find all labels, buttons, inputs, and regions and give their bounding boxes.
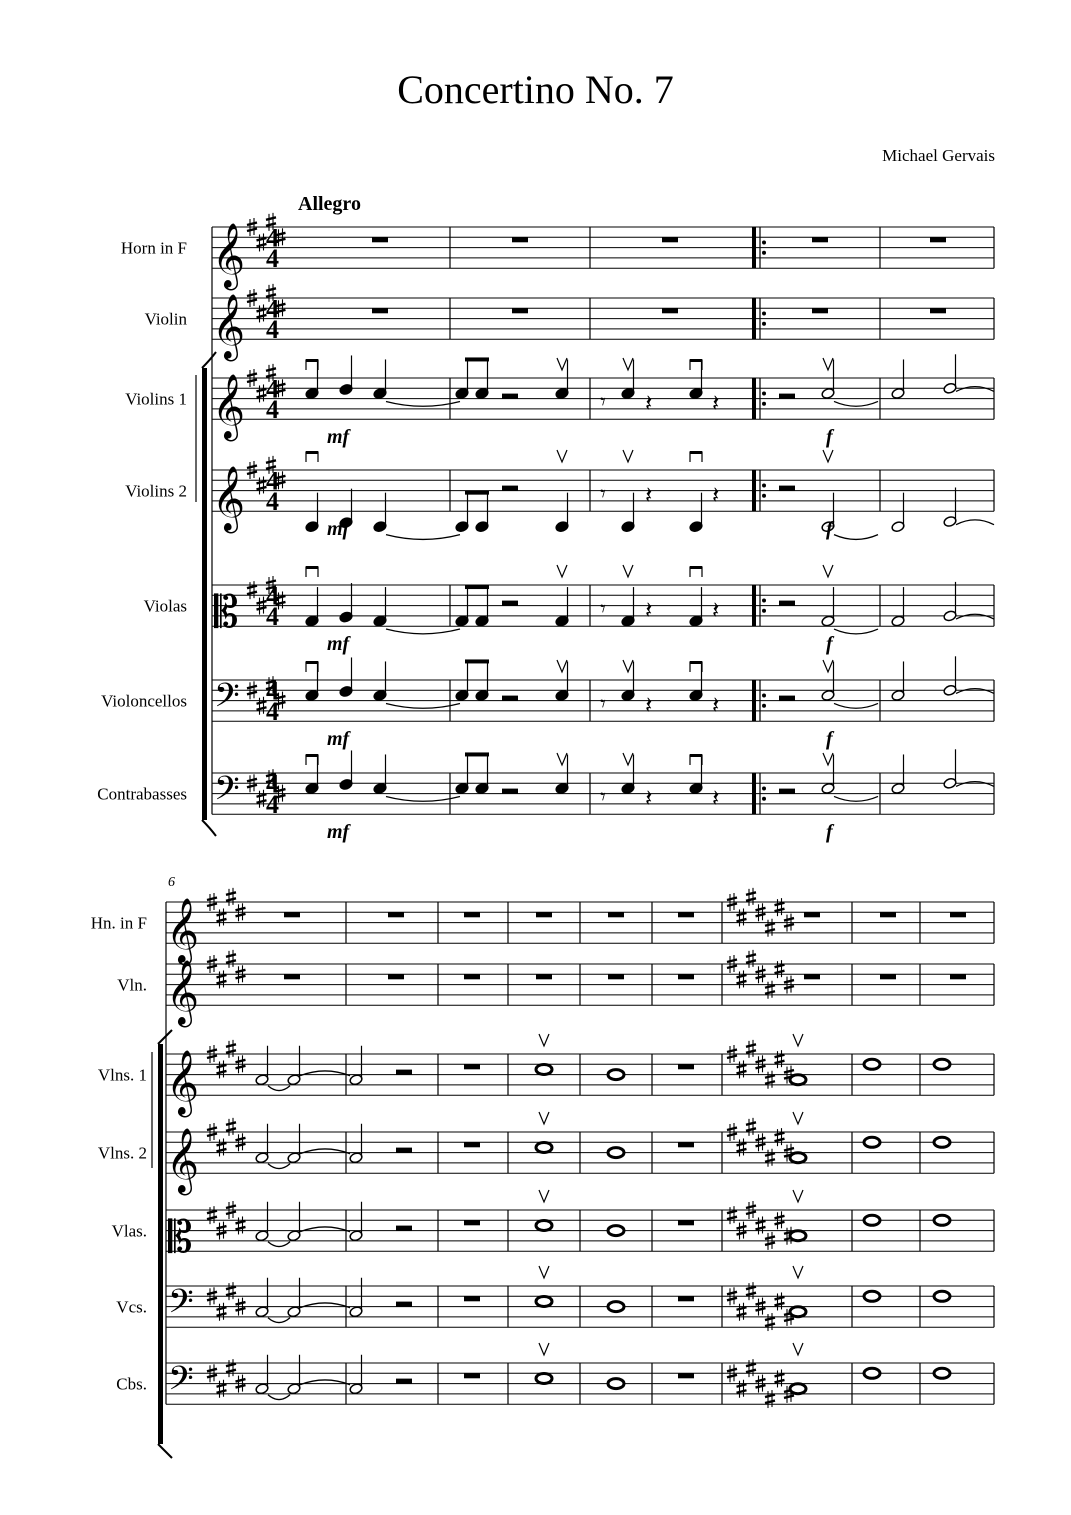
whole-rest	[678, 1220, 694, 1225]
treble-clef-icon: 𝄞	[166, 962, 200, 1025]
bass-clef-icon: 𝄢	[214, 769, 240, 815]
tie	[268, 1242, 290, 1247]
up-bow-mark	[823, 753, 833, 765]
repeat-thick-bar	[752, 298, 756, 339]
up-bow-mark	[793, 1266, 803, 1278]
bass-clef-icon: 𝄢	[168, 1282, 194, 1328]
whole-rest	[880, 912, 896, 917]
up-bow-mark	[623, 450, 633, 462]
quarter-rest-icon: 𝄽	[712, 692, 720, 719]
half-rest	[396, 1070, 412, 1075]
dynamic-mf: mf	[327, 518, 350, 541]
tie	[956, 520, 994, 525]
up-bow-mark	[623, 565, 633, 577]
tie	[834, 535, 878, 540]
sharp-sign	[775, 898, 785, 916]
repeat-thick-bar	[752, 680, 756, 721]
repeat-dot	[762, 704, 766, 708]
half-rest	[396, 1226, 412, 1231]
sharp-sign	[775, 1292, 785, 1310]
repeat-dot	[762, 609, 766, 613]
repeat-dot	[762, 598, 766, 602]
eighth-rest-icon: 𝄾	[600, 595, 606, 621]
half-rest	[779, 696, 795, 701]
up-bow-mark	[539, 1034, 549, 1046]
measure-number: 6	[168, 875, 175, 890]
instrument-label: Violas	[143, 596, 187, 616]
whole-rest	[812, 237, 828, 242]
treble-clef-icon: 𝄞	[212, 376, 246, 439]
sharp-sign	[226, 1359, 236, 1377]
time-signature-numerator: 4	[266, 466, 279, 496]
instrument-label: Vcs.	[116, 1297, 147, 1317]
whole-note	[934, 1137, 950, 1147]
whole-note	[790, 1384, 806, 1394]
time-signature-denominator: 4	[266, 487, 279, 517]
whole-rest	[284, 912, 300, 917]
dynamic-f: f	[826, 426, 833, 449]
sharp-sign	[217, 1138, 227, 1156]
up-bow-mark	[793, 1343, 803, 1355]
instrument-label: Vlns. 2	[97, 1143, 147, 1163]
bass-clef-icon: 𝄢	[168, 1359, 194, 1405]
whole-rest	[804, 974, 820, 979]
up-bow-mark	[823, 358, 833, 370]
composer-name: Michael Gervais	[882, 146, 995, 165]
whole-rest	[950, 912, 966, 917]
whole-note	[934, 1059, 950, 1069]
instrument-label: Vln.	[117, 975, 147, 995]
instrument-label: Violins 1	[125, 389, 187, 409]
whole-note	[608, 1148, 624, 1158]
beam	[465, 752, 489, 756]
sharp-sign	[226, 1118, 236, 1136]
up-bow-mark	[557, 565, 567, 577]
beam	[465, 585, 489, 589]
whole-note	[864, 1291, 880, 1301]
up-bow-mark	[793, 1034, 803, 1046]
treble-clef-icon: 𝄞	[212, 468, 246, 531]
sharp-sign	[737, 1060, 747, 1078]
whole-rest	[812, 308, 828, 313]
instrument-label: Violin	[144, 309, 187, 329]
whole-rest	[388, 912, 404, 917]
sharp-sign	[257, 233, 267, 251]
whole-note	[934, 1368, 950, 1378]
tie	[834, 796, 878, 801]
whole-rest	[678, 1296, 694, 1301]
dynamic-mf: mf	[327, 728, 350, 751]
sharp-sign	[775, 1050, 785, 1068]
sharp-sign	[207, 1206, 217, 1224]
dynamic-f: f	[826, 633, 833, 656]
time-signature-numerator: 4	[266, 374, 279, 404]
whole-rest	[372, 308, 388, 313]
half-rest	[502, 486, 518, 491]
whole-rest	[512, 308, 528, 313]
treble-clef-icon: 𝄞	[212, 296, 246, 359]
whole-rest	[930, 237, 946, 242]
up-bow-mark	[823, 660, 833, 672]
tie	[956, 689, 994, 694]
repeat-dot	[762, 494, 766, 498]
whole-rest	[464, 1220, 480, 1225]
sharp-sign	[217, 1380, 227, 1398]
whole-rest	[678, 1142, 694, 1147]
half-rest	[779, 601, 795, 606]
whole-rest	[880, 974, 896, 979]
sharp-sign	[226, 950, 236, 968]
whole-note	[790, 1231, 806, 1241]
time-signature-numerator: 4	[266, 769, 279, 799]
half-rest	[396, 1148, 412, 1153]
instrument-label: Horn in F	[120, 238, 187, 258]
quarter-rest-icon: 𝄽	[645, 390, 653, 417]
instrument-label: Violoncellos	[101, 691, 187, 711]
whole-note	[536, 1296, 552, 1306]
sharp-sign	[727, 1206, 737, 1224]
whole-note	[536, 1373, 552, 1383]
sharp-sign	[226, 888, 236, 906]
sharp-sign	[226, 1040, 236, 1058]
sharp-sign	[217, 970, 227, 988]
sharp-sign	[737, 1303, 747, 1321]
tie	[834, 703, 878, 708]
beam	[465, 491, 489, 495]
instrument-label: Vlns. 1	[97, 1065, 147, 1085]
whole-rest	[464, 1142, 480, 1147]
dynamic-f: f	[826, 518, 833, 541]
whole-rest	[464, 1064, 480, 1069]
up-bow-mark	[539, 1190, 549, 1202]
whole-rest	[950, 974, 966, 979]
sharp-sign	[257, 476, 267, 494]
repeat-dot	[762, 251, 766, 255]
tie	[386, 401, 460, 406]
instrument-label: Vlas.	[111, 1221, 147, 1241]
alto-clef-icon: 𝄡	[168, 1213, 193, 1263]
up-bow-mark	[823, 565, 833, 577]
sharp-sign	[746, 888, 756, 906]
up-bow-mark	[623, 753, 633, 765]
sharp-sign	[217, 1303, 227, 1321]
tie	[956, 387, 994, 392]
repeat-thick-bar	[752, 378, 756, 419]
sharp-sign	[746, 1282, 756, 1300]
up-bow-mark	[823, 450, 833, 462]
whole-rest	[930, 308, 946, 313]
sharp-sign	[737, 908, 747, 926]
whole-rest	[372, 237, 388, 242]
string-bracket	[202, 368, 207, 820]
time-signature-denominator: 4	[266, 790, 279, 820]
treble-clef-icon: 𝄞	[212, 225, 246, 288]
repeat-thick-bar	[752, 585, 756, 626]
whole-rest	[678, 1373, 694, 1378]
whole-rest	[464, 1373, 480, 1378]
tie	[834, 629, 878, 634]
time-signature-denominator: 4	[266, 697, 279, 727]
repeat-thick-bar	[752, 227, 756, 268]
sharp-sign	[737, 1138, 747, 1156]
dynamic-mf: mf	[327, 426, 350, 449]
quarter-rest-icon: 𝄽	[645, 785, 653, 812]
sharp-sign	[746, 1040, 756, 1058]
sharp-sign	[775, 960, 785, 978]
quarter-rest-icon: 𝄽	[712, 785, 720, 812]
sharp-sign	[226, 1282, 236, 1300]
treble-clef-icon: 𝄞	[166, 900, 200, 963]
score-title: Concertino No. 7	[397, 67, 674, 112]
whole-note	[536, 1220, 552, 1230]
tie	[956, 614, 994, 619]
quarter-rest-icon: 𝄽	[645, 597, 653, 624]
sharp-sign	[236, 1216, 246, 1234]
whole-note	[864, 1215, 880, 1225]
whole-rest	[284, 974, 300, 979]
tie	[268, 1164, 290, 1169]
half-rest	[502, 789, 518, 794]
instrument-label: Contrabasses	[97, 784, 187, 804]
time-signature-numerator: 4	[266, 294, 279, 324]
sharp-sign	[746, 1359, 756, 1377]
whole-rest	[388, 974, 404, 979]
tie	[268, 1086, 290, 1091]
repeat-thick-bar	[752, 773, 756, 814]
tie	[386, 535, 460, 540]
tie	[386, 629, 460, 634]
dynamic-f: f	[826, 728, 833, 751]
whole-rest	[512, 237, 528, 242]
sharp-sign	[257, 384, 267, 402]
whole-rest	[804, 912, 820, 917]
eighth-rest-icon: 𝄾	[600, 690, 606, 716]
quarter-rest-icon: 𝄽	[712, 390, 720, 417]
whole-note	[864, 1137, 880, 1147]
sharp-sign	[217, 908, 227, 926]
dynamic-mf: mf	[327, 821, 350, 844]
whole-rest	[678, 912, 694, 917]
beam	[465, 659, 489, 663]
treble-clef-icon: 𝄞	[166, 1052, 200, 1115]
half-rest	[502, 696, 518, 701]
whole-note	[790, 1075, 806, 1085]
whole-note	[536, 1142, 552, 1152]
whole-rest	[678, 1064, 694, 1069]
whole-note	[934, 1215, 950, 1225]
whole-rest	[662, 308, 678, 313]
up-bow-mark	[623, 358, 633, 370]
repeat-dot	[762, 402, 766, 406]
up-bow-mark	[793, 1190, 803, 1202]
half-rest	[502, 394, 518, 399]
sharp-sign	[765, 1149, 775, 1167]
repeat-dot	[762, 240, 766, 244]
sharp-sign	[765, 1390, 775, 1408]
up-bow-mark	[539, 1112, 549, 1124]
tie	[386, 796, 460, 801]
quarter-rest-icon: 𝄽	[645, 482, 653, 509]
up-bow-mark	[557, 450, 567, 462]
tie	[268, 1318, 290, 1323]
repeat-dot	[762, 797, 766, 801]
treble-clef-icon: 𝄞	[166, 1130, 200, 1193]
sharp-sign	[775, 1128, 785, 1146]
whole-rest	[608, 974, 624, 979]
sharp-sign	[765, 919, 775, 937]
whole-note	[608, 1070, 624, 1080]
whole-note	[608, 1226, 624, 1236]
tie	[268, 1395, 290, 1400]
whole-rest	[536, 974, 552, 979]
time-signature-numerator: 4	[266, 676, 279, 706]
tempo-marking: Allegro	[298, 193, 361, 215]
repeat-dot	[762, 322, 766, 326]
eighth-rest-icon: 𝄾	[600, 388, 606, 414]
tie	[834, 401, 878, 406]
up-bow-mark	[539, 1266, 549, 1278]
repeat-thick-bar	[752, 470, 756, 511]
instrument-label: Violins 2	[125, 481, 187, 501]
whole-rest	[608, 912, 624, 917]
sharp-sign	[257, 790, 267, 808]
sharp-sign	[765, 981, 775, 999]
whole-rest	[678, 974, 694, 979]
up-bow-mark	[793, 1112, 803, 1124]
sharp-sign	[257, 304, 267, 322]
dynamic-mf: mf	[327, 633, 350, 656]
whole-note	[790, 1307, 806, 1317]
quarter-rest-icon: 𝄽	[645, 692, 653, 719]
dynamic-f: f	[826, 821, 833, 844]
whole-note	[934, 1291, 950, 1301]
up-bow-mark	[557, 358, 567, 370]
whole-note	[608, 1302, 624, 1312]
eighth-rest-icon: 𝄾	[600, 783, 606, 809]
time-signature-numerator: 4	[266, 223, 279, 253]
repeat-dot	[762, 311, 766, 315]
half-rest	[502, 601, 518, 606]
time-signature-denominator: 4	[266, 602, 279, 632]
sharp-sign	[746, 950, 756, 968]
sharp-sign	[746, 1118, 756, 1136]
whole-rest	[464, 974, 480, 979]
instrument-label: Hn. in F	[90, 913, 147, 933]
sharp-sign	[756, 1216, 766, 1234]
sharp-sign	[775, 1369, 785, 1387]
eighth-rest-icon: 𝄾	[600, 480, 606, 506]
whole-note	[864, 1059, 880, 1069]
time-signature-denominator: 4	[266, 244, 279, 274]
sharp-sign	[247, 581, 257, 599]
up-bow-mark	[623, 660, 633, 672]
repeat-dot	[762, 786, 766, 790]
up-bow-mark	[557, 753, 567, 765]
sharp-sign	[257, 697, 267, 715]
whole-note	[536, 1064, 552, 1074]
alto-clef-icon: 𝄡	[214, 588, 239, 638]
sharp-sign	[737, 970, 747, 988]
quarter-rest-icon: 𝄽	[712, 482, 720, 509]
repeat-dot	[762, 693, 766, 697]
sharp-sign	[737, 1380, 747, 1398]
beam	[465, 357, 489, 361]
half-rest	[396, 1302, 412, 1307]
bass-clef-icon: 𝄢	[214, 676, 240, 722]
whole-note	[864, 1368, 880, 1378]
whole-rest	[464, 912, 480, 917]
repeat-dot	[762, 391, 766, 395]
sharp-sign	[765, 1313, 775, 1331]
whole-note	[608, 1379, 624, 1389]
whole-note	[790, 1153, 806, 1163]
whole-rest	[464, 1296, 480, 1301]
whole-rest	[536, 912, 552, 917]
half-rest	[396, 1379, 412, 1384]
half-rest	[779, 486, 795, 491]
quarter-rest-icon: 𝄽	[712, 597, 720, 624]
half-rest	[779, 394, 795, 399]
time-signature-denominator: 4	[266, 315, 279, 345]
repeat-dot	[762, 483, 766, 487]
up-bow-mark	[557, 660, 567, 672]
whole-rest	[662, 237, 678, 242]
tie	[386, 703, 460, 708]
time-signature-numerator: 4	[266, 581, 279, 611]
instrument-label: Cbs.	[116, 1374, 147, 1394]
string-bracket	[158, 1044, 163, 1444]
tie	[956, 782, 994, 787]
time-signature-denominator: 4	[266, 395, 279, 425]
up-bow-mark	[539, 1343, 549, 1355]
sharp-sign	[765, 1071, 775, 1089]
half-rest	[779, 789, 795, 794]
sharp-sign	[217, 1060, 227, 1078]
